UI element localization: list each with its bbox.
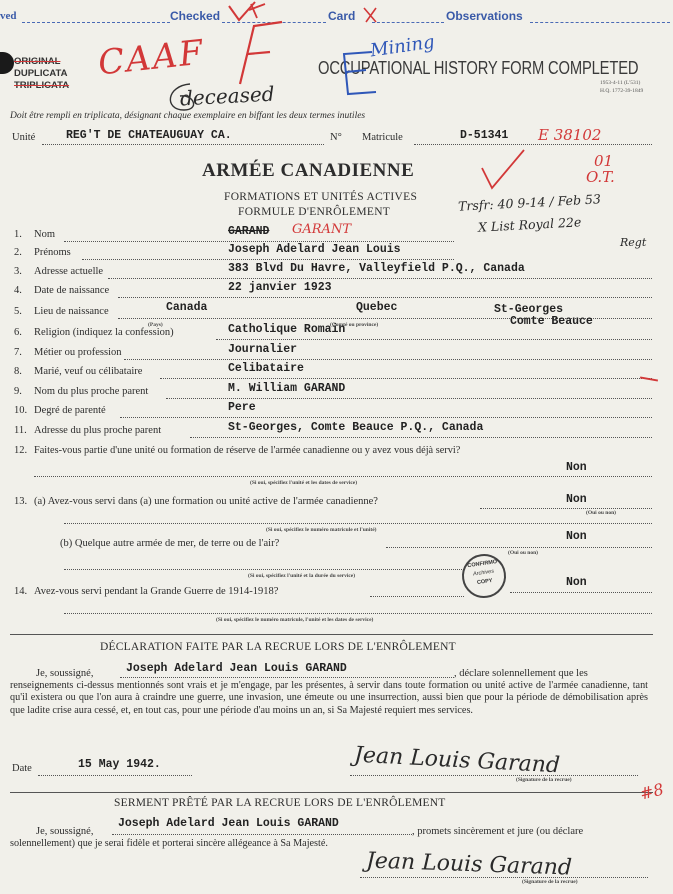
form-subtitle: FORMATIONS ET UNITÉS ACTIVES: [224, 191, 418, 203]
field-3-line: [108, 278, 652, 279]
field-1-value: GARAND: [228, 225, 270, 238]
oath-divider: [10, 792, 653, 793]
field-11-label: Adresse du plus proche parent: [34, 425, 162, 436]
field-5-parish: St-Georges: [494, 303, 564, 316]
red-f-mark-icon: [220, 18, 290, 88]
matricule-label: Matricule: [362, 132, 403, 143]
stamp-line-2: Archives: [472, 568, 495, 578]
field-8-label: Marié, veuf ou célibataire: [34, 366, 143, 377]
copy-designation: [14, 56, 69, 92]
handwritten-caaf: CAAF: [96, 32, 207, 84]
q13a-answer: Non: [566, 493, 587, 506]
header-fragment: ved: [0, 10, 17, 22]
field-10-value: Pere: [228, 401, 256, 414]
surname-correction: GARANT: [292, 222, 351, 237]
field-6-label: Religion (indiquez la confession): [34, 327, 174, 338]
field-6-num: 6.: [14, 327, 22, 338]
occupational-history-stamp: OCCUPATIONAL HISTORY FORM COMPLETED: [318, 58, 639, 78]
field-11-num: 11.: [14, 425, 27, 436]
oath-je: Je, soussigné,: [36, 826, 94, 837]
q12-text: Faites-vous partie d'une unité ou formation de réserve de l'armée canadienne ou y avez vous déjà servi?: [34, 445, 461, 456]
page-number-handwritten: #8: [638, 779, 666, 804]
transfer-note-3: Regt: [620, 236, 647, 249]
q13b-text: (b) Quelque autre armée de mer, de terre ou de l'air?: [60, 538, 280, 549]
margin-red-tick: [640, 376, 658, 381]
form-title: ARMÉE CANADIENNE: [202, 160, 415, 181]
field-3-value: 383 Blvd Du Havre, Valleyfield P.Q., Canada: [228, 262, 525, 275]
q12-line: [34, 476, 652, 477]
transfer-note-2: X List Royal 22e: [477, 214, 582, 235]
copy-triplicata: TRIPLICATA: [14, 80, 70, 91]
q13b-note-2: (Si oui, spécifiez l'unité et la durée du service): [248, 573, 356, 579]
declaration-date-label: Date: [12, 763, 32, 774]
q13b-detail-line: [64, 569, 464, 570]
matricule-line: [414, 144, 652, 145]
field-5-country: Canada: [166, 301, 208, 314]
print-code-2: H.Q. 1772-39-1849: [600, 88, 644, 94]
form-subtitle-2: FORMULE D'ENRÔLEMENT: [238, 206, 391, 218]
q14-line: [370, 596, 464, 597]
q13a-note: (Oui ou non): [586, 510, 616, 516]
field-11-line: [190, 437, 652, 438]
declaration-date-line: [38, 775, 192, 776]
handwritten-mining: Mining: [368, 31, 436, 62]
checked-line: [22, 22, 170, 23]
red-check-icon: [478, 148, 528, 194]
field-4-label: Date de naissance: [34, 285, 110, 296]
field-1-line: [64, 241, 454, 242]
field-3-num: 3.: [14, 266, 22, 277]
unit-value: REG'T DE CHATEAUGUAY CA.: [66, 129, 232, 142]
q13b-note: (Oui ou non): [508, 550, 538, 556]
instruction-text: Doit être rempli en triplicata, désignant chaque exemplaire en biffant les deux termes inutiles: [10, 111, 366, 121]
field-8-line: [160, 378, 652, 379]
q14-note: (Si oui, spécifiez le numéro matricule, l'unité et les dates de service): [216, 617, 374, 623]
field-2-line: [82, 259, 454, 260]
declaration-signature-line: [350, 775, 638, 776]
q14-detail-line: [64, 613, 652, 614]
ot-number: 01: [594, 152, 614, 170]
field-9-line: [166, 398, 652, 399]
field-5-label: Lieu de naissance: [34, 306, 109, 317]
field-5-county: Comte Beauce: [510, 315, 593, 328]
q12-answer: Non: [566, 461, 587, 474]
observations-line: [530, 22, 670, 23]
declaration-date-value: 15 May 1942.: [78, 758, 161, 771]
card-mark-icon: [362, 4, 382, 26]
field-4-num: 4.: [14, 285, 22, 296]
ot-letters: O.T.: [586, 168, 615, 186]
field-5-province-note: (Comté ou province): [330, 322, 379, 328]
oath-promise: , promets sincèrement et jure (ou déclare: [412, 826, 584, 837]
q12-note: (Si oui, spécifiez l'unité et les dates de service): [250, 480, 358, 486]
field-1-label: Nom: [34, 229, 55, 240]
declaration-name-line: [120, 677, 454, 678]
oath-body: solennellement) que je serai fidèle et porterai sincère allégeance à Sa Majesté.: [10, 838, 328, 849]
oath-signature: Jean Louis Garand: [365, 848, 573, 881]
field-2-value: Joseph Adelard Jean Louis: [228, 243, 401, 256]
q14-num: 14.: [14, 586, 28, 597]
field-5-province: Quebec: [356, 301, 398, 314]
field-7-line: [124, 359, 652, 360]
field-6-line: [216, 339, 652, 340]
checked-label: Checked: [170, 9, 221, 23]
q14-answer: Non: [566, 576, 587, 589]
q12-num: 12.: [14, 445, 28, 456]
q13b-line: [386, 547, 652, 548]
declaration-body: renseignements ci-dessus mentionnés sont vrais et je m'engage, par les présentes, à servir dans toute formation ou unité active de l'armée canadienne, tant qu'il existera ou que l'on aura à craindre une guerre, une invasion, une émeute ou une insurrection, aussi bien que pour la période de démobilisation après que ladite crise aura cessé, et, en tout cas, pour une période d'au moins un an, si Sa Majesté requiert mes services.: [10, 680, 648, 716]
card-value-line: [372, 22, 444, 23]
q13a-line: [480, 508, 652, 509]
oath-signature-label: (Signature de la recrue): [522, 879, 578, 885]
blue-e-mark-icon: [330, 48, 390, 100]
copy-duplicata: DUPLICATA: [14, 68, 68, 79]
field-2-label: Prénoms: [34, 247, 71, 258]
field-5-num: 5.: [14, 306, 22, 317]
field-9-label: Nom du plus proche parent: [34, 386, 149, 397]
unit-line: [42, 144, 324, 145]
oath-title: SERMENT PRÊTÉ PAR LA RECRUE LORS DE L'ENRÔLEMENT: [114, 797, 446, 809]
no-label: N°: [330, 132, 342, 143]
q13b-answer: Non: [566, 530, 587, 543]
field-10-line: [120, 417, 652, 418]
stamp-line-1: CONFIRMO: [467, 559, 498, 570]
card-label: Card: [328, 9, 356, 23]
q13a-detail-line: [64, 523, 652, 524]
q14-text: Avez-vous servi pendant la Grande Guerre de 1914-1918?: [34, 586, 279, 597]
declaration-title: DÉCLARATION FAITE PAR LA RECRUE LORS DE L'ENRÔLEMENT: [100, 641, 456, 653]
matricule-value: D-51341: [460, 129, 509, 142]
field-8-num: 8.: [14, 366, 22, 377]
field-5-country-note: (Pays): [148, 322, 163, 328]
declaration-je: Je, soussigné,: [36, 668, 94, 679]
field-10-label: Degré de parenté: [34, 405, 106, 416]
punch-hole: [0, 52, 14, 74]
observations-label: Observations: [446, 9, 523, 23]
q13-num: 13.: [14, 496, 28, 507]
q13a-note-2: (Si oui, spécifiez le numéro matricule et l'unité): [266, 527, 377, 533]
stamp-line-3: COPY: [476, 577, 493, 586]
handwritten-deceased: deceased: [179, 81, 276, 111]
oath-signature-line: [360, 877, 648, 878]
field-7-label: Métier ou profession: [34, 347, 122, 358]
declaration-signature-label: (Signature de la recrue): [516, 777, 572, 783]
copy-original: ORIGINAL: [14, 56, 61, 67]
declaration-declare: , déclare solennellement que les: [454, 668, 588, 679]
field-11-value: St-Georges, Comte Beauce P.Q., Canada: [228, 421, 484, 434]
field-10-num: 10.: [14, 405, 28, 416]
q13a-text: (a) Avez-vous servi dans (a) une formation ou unité active de l'armée canadienne?: [34, 496, 378, 507]
matricule-handwritten: E 38102: [538, 126, 602, 144]
field-4-line: [118, 297, 652, 298]
field-9-num: 9.: [14, 386, 22, 397]
declaration-divider: [10, 634, 653, 635]
field-8-value: Celibataire: [228, 362, 304, 375]
field-3-label: Adresse actuelle: [34, 266, 104, 277]
declaration-name: Joseph Adelard Jean Louis GARAND: [126, 662, 347, 675]
field-7-value: Journalier: [228, 343, 298, 356]
field-7-num: 7.: [14, 347, 22, 358]
archive-stamp: [459, 551, 509, 601]
declaration-signature: Jean Louis Garand: [353, 742, 561, 779]
oath-name-line: [112, 834, 412, 835]
field-6-value: Catholique Romain: [228, 323, 346, 336]
transfer-note-1: Trsfr: 40 9-14 / Feb 53: [457, 191, 602, 214]
field-9-value: M. William GARAND: [228, 382, 346, 395]
oath-name: Joseph Adelard Jean Louis GARAND: [118, 817, 339, 830]
field-4-value: 22 janvier 1923: [228, 281, 332, 294]
field-1-num: 1.: [14, 229, 22, 240]
print-code-1: 1953-4-11 (L'531): [600, 80, 641, 86]
unit-label: Unité: [12, 132, 36, 143]
field-2-num: 2.: [14, 247, 22, 258]
q14-answer-line: [510, 592, 652, 593]
